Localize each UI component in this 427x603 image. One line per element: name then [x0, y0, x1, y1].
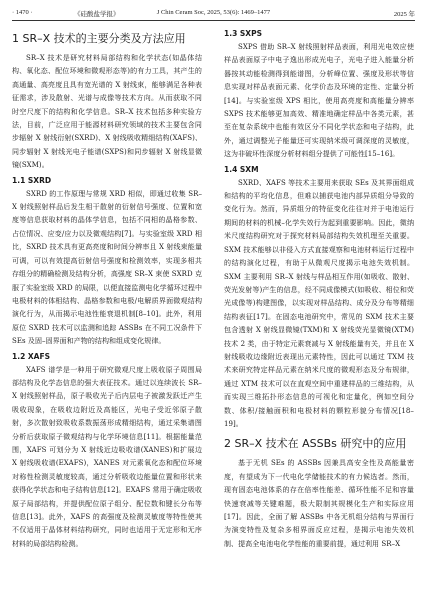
journal-citation: J Chin Ceram Soc, 2025, 53(6): 1469–1477 — [156, 9, 271, 16]
right-column — [224, 26, 414, 551]
subsection-1-3-heading: 1.3 SXPS — [224, 29, 262, 38]
subsection-1-2-heading: 1.2 XAFS — [12, 351, 51, 361]
section-1-heading: 1 SR–X 技术的主要分类及方法应用 — [12, 32, 186, 45]
running-header — [12, 8, 415, 20]
left-column — [12, 26, 202, 551]
subsection-1-4-text: SXRD、XAFS 等技术主要用来获取 SEs 及其界面组成和结构的平均化信息，但难以捕获电池内部异质组分导致的变化行为。然而，异质组分的特征变化往往对并于电池运行期间的材料的机械–化学失效行为起到重要影响。因此，微纳米尺度结构研究对于探究材料局部结构失效机理至关重要。SXM 技术能够以非侵入方式直接观察和电池材料运行过程中的结构演化过程，有助于从微观尺度揭示电池失效机制。SXM 主要利用 SR–X 射线与样品相互作用(如吸收、散射、荧光发射等)产生的信息，经不同成像模式(如吸收、相位和荧光成像等)构建图像，以实现对样品结构、成分及分布等精细结构表征[17]。在固态电池研究中，常见的 SXM 技术主要包含透射 X 射线显微镜(TXM)和 X 射线荧光显微镜(XTM)技术 2 类，由于特定元素衰减与 X 射线能量有关，并且在 X 射线吸收边缘附近表现出元素特性，因此可以通过 TXM 技术来研究特定样品元素在纳米尺度的微观形态及分布规律，通过 XTM 技术可以在直观空间中重建样品的三维结构，从而实现三维拓扑形态信息的可视化和定量化，例如空间分数、体积/接触面积和电极材料的颗粒形貌分布情况[18–19]。 — [224, 178, 414, 428]
subsection-1-1-heading: 1.1 SXRD — [12, 175, 52, 185]
subsection-1-3-text: SXPS 借助 SR–X 射线照射样品表面，利用光电效应使样品表面原子中电子逸出形成光电子，光电子进入能量分析器按其动能检测得到能谱图，分析峰位置、强度及形状等信息实现对样品表面元素、化学价态及环境的定性、定量分析[14]。与实验室级 XPS 相比，使用高亮度和高能量分辨率 SXPS 技术能够更加高效、精准地确定样品中各类元素，甚至在复杂系统中也能有效区分不同化学状态和电子结构，此外，通过调整光子能量还可实现纳米级可调深度的灵敏度，这为非破坏性深度分析材料组分提供了可能性[15–16]。 — [224, 43, 414, 159]
section-2-text: 基于无机 SEs 的 ASSBs 因兼具高安全性及高能量密度，有望成为下一代电化学储能技术的有力候选者。然而，现有固态电池体系的存在倍率性能差、循环性能不足和容量快速衰减等关键难题，极大限制其规模化生产和实际应用[17]。因此，全面了解 ASSBs 中各无机组分结构与界面行为演变特性及复杂多相界面反应过程，是揭示电池失效机制、提高全电池电化学性能的重要前提，通过利用 SR–X — [224, 459, 414, 548]
subsection-1-4-heading: 1.4 SXM — [224, 164, 259, 174]
section-2-heading: 2 SR–X 技术在 ASSBs 研究中的应用 — [224, 437, 407, 451]
journal-name: 《硅酸盐学报》 — [74, 11, 120, 18]
header-rule — [12, 20, 415, 21]
section-1-intro: SR–X 技术是研究材料局部结构和化学状态(如晶体结构、氧化态、配位环境和微观形态等)的有力工具，其产生的高通量、高亮度且具有宽光谱的 X 射线束，能够满足各种表征需求，涉及散射、光谱与成像等技术方向。从而获取不同时空尺度下的结构和化学信息。SR–X 技术包括多种实验方法，目前，广泛应用于能源材料研究领域的技术主要包含同步辐射 X 射线衍射(SXRD)、X 射线吸收精细结构(XAFS)、同步辐射 X 射线光电子能谱(SXPS)和同步辐射 X 射线显微镜(SXM)。 — [12, 54, 202, 170]
page-number: · 1470 · — [12, 9, 33, 16]
subsection-1-1-text: SXRD 的工作原理与常规 XRD 相似，即通过收集 SR–X 射线照射样品后发生相干散射的衍射信号强度、位置和宽度等信息获取材料的晶体学信息，包括不同相的晶格参数、占位情况、应变/应力以及微观结构[7]。与实验室级 XRD 相比，SXRD 技术具有更高亮度和时间分辨率且 X 射线束能量可调，可以有效提高衍射信号强度和检测效率，实现多相共存组分的精确检测及结构分析，高强度 SR–X 束使 SXRD 克服了实验室级 XRD 的局限，以便直接监测电化学循环过程中电极材料的体相结构、晶格参数和电极/电解质界面微观结构演化行为，从而揭示电池性能衰退机制[8–10]。此外，利用原位 SXRD 技术可以监测和追踪 ASSBs 在不同工况条件下 SEs 及固–固界面和产物的结构和组成变化规律。 — [12, 189, 202, 346]
subsection-1-2-text: XAFS 谱学是一种用于研究微观尺度上吸收原子周围局部结构及化学态信息的强大表征技术。通过以连续波长 SR–X 射线照射样品，原子吸收光子后内层电子被激发跃迁产生吸收现象，在吸收边附近及高能区，光电子受近邻原子散射，多次散射致吸收系数振荡形成精细结构，通过采集谱图分析后获取原子微观结构与化学环境信息[11]。根据能量范围，XAFS 可划分为 X 射线近边吸收谱(XANES)和扩展边 X 射线吸收谱(EXAFS)，XANES 对元素氧化态和配位环境对称性检测灵敏度较高，通过分析吸收边能量位置和形状来获得化学状态和电子结构信息[12]。EXAFS 常用于确定吸收原子局部结构，并提供配位原子组分、配位数和键长分布等信息[13]。此外，XAFS 的高强度及检测灵敏度等特性使其不仅适用于晶体材料结构研究，同时也适用于无定形和无序材料的局部结构检测。 — [12, 365, 202, 548]
publication-year: 2025 年 — [393, 11, 415, 18]
